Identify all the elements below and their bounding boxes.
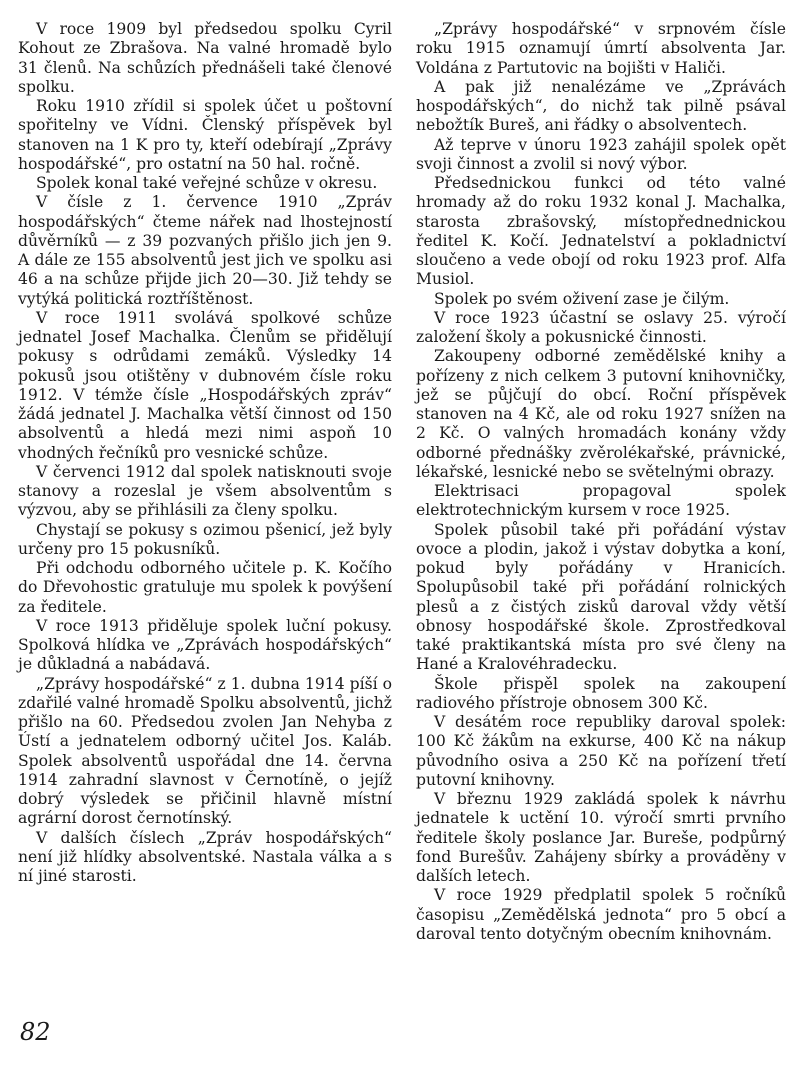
paragraph: „Zprávy hospodářské“ v srpnovém čísle roku 1915 oznamují úmrtí absolventa Jar. Voldána z Partutovic na bojišti v Haliči. xyxy=(416,20,786,77)
paragraph: V dalších číslech „Zpráv hospodářských“ není již hlídky absolventské. Nastala válka a s ní jiné starosti. xyxy=(18,828,392,885)
paragraph: Spolek působil také při pořádání výstav ovoce a plodin, jakož i výstav dobytka a koní, pokud byly pořádány v Hranicích. Spolupůsobil také při pořádání rolnických plesů a z čistých zisků daroval vždy větší obnosy hospodářské škole. Zprostředkoval také praktikantská místa pro své členy na Hané a Kralovéhradecku. xyxy=(416,520,786,674)
paragraph: V roce 1923 účastní se oslavy 25. výročí založení školy a pokusnické činnosti. xyxy=(416,308,786,346)
left-column xyxy=(18,20,392,886)
paragraph: Spolek po svém oživení zase je čilým. xyxy=(434,289,730,308)
paragraph: V roce 1911 svolává spolkové schůze jednatel Josef Machalka. Členům se přidělují pokusy s odrůdami zemáků. Výsledky 14 pokusů jsou otištěny v dubnovém čísle roku 1912. V témže čísle „Hospodářských zpráv“ žádá jednatel J. Machalka větší činnost od 150 absolventů a hledá mezi nimi aspoň 10 vhodných řečníků pro vesnické schůze. xyxy=(18,308,392,462)
paragraph: „Zprávy hospodářské“ z 1. dubna 1914 píší o zdařilé valné hromadě Spolku absolventů, jichž přišlo na 60. Předsedou zvolen Jan Nehyba z Ústí a jednatelem odborný učitel Jos. Kaláb. Spolek absolventů uspořádal dne 14. června 1914 zahradní slavnost v Černotíně, o jejíž dobrý výsledek se přičinil hlavně místní agrární dorost černotínský. xyxy=(18,674,392,828)
paragraph: V desátém roce republiky daroval spolek: 100 Kč žákům na exkurse, 400 Kč na nákup původního osiva a 250 Kč na pořízení třetí putovní knihovny. xyxy=(416,713,786,789)
right-column xyxy=(416,20,786,944)
paragraph: Zakoupeny odborné zemědělské knihy a pořízeny z nich celkem 3 putovní knihovničky, jež se půjčují do obcí. Roční příspěvek stanoven na 4 Kč, ale od roku 1927 snížen na 2 Kč. O valných hromadách konány vždy odborné přednášky zvěrolékařské, právnické, lékařské, lesnické nebo se světelnými obrazy. xyxy=(416,347,786,481)
paragraph: Roku 1910 zřídil si spolek účet u poštovní spořitelny ve Vídni. Členský příspěvek byl stanoven na 1 K pro ty, kteří odebírají „Zprávy hospodářské“, pro ostatní na 50 hal. ročně. xyxy=(18,97,392,173)
paragraph: V roce 1913 přiděluje spolek luční pokusy. Spolková hlídka ve „Zprávách hospodářských“ je důkladná a nabádavá. xyxy=(18,616,392,674)
paragraph: Až teprve v únoru 1923 zahájil spolek opět svoji činnost a zvolil si nový výbor. xyxy=(416,135,786,173)
paragraph: Spolek konal také veřejné schůze v okresu. xyxy=(36,174,378,192)
paragraph: Elektrisaci propagoval spolek elektrotechnickým kursem v roce 1925. xyxy=(416,482,786,520)
paragraph: Chystají se pokusy s ozimou pšenicí, jež byly určeny pro 15 pokusníků. xyxy=(18,520,392,558)
paragraph: V roce 1909 byl předsedou spolku Cyril Kohout ze Zbrašova. Na valné hromadě bylo 31 členů. Na schůzích přednášeli také členové spolku. xyxy=(18,20,392,96)
paragraph: V červenci 1912 dal spolek natisknouti svoje stanovy a rozeslal je všem absolventům s výzvou, aby se přihlásili za členy spolku. xyxy=(18,462,392,520)
paragraph: V roce 1929 předplatil spolek 5 ročníků časopisu „Zemědělská jednota“ pro 5 obcí a daroval tento dotyčným obecním knihovnám. xyxy=(416,886,786,943)
paragraph: V březnu 1929 zakládá spolek k návrhu jednatele k uctění 10. výročí smrti prvního ředitele školy poslance Jar. Bureše, podpůrný fond Burešův. Zahájeny sbírky a prováděny v dalších letech. xyxy=(416,790,786,885)
paragraph: V čísle z 1. července 1910 „Zpráv hospodářských“ čteme nářek nad lhostejností důvěrníků — z 39 pozvaných přišlo jich jen 9. A dále ze 155 absolventů jest jich ve spolku asi 46 a na schůze přijde jich 20—30. Již tehdy se vytýká politická roztříštěnost. xyxy=(18,193,392,308)
paragraph: Při odchodu odborného učitele p. K. Kočího do Dřevohostic gratuluje mu spolek k povýšení za ředitele. xyxy=(18,559,392,616)
paragraph: Škole přispěl spolek na zakoupení radiového přístroje obnosem 300 Kč. xyxy=(416,674,786,712)
page-number: 82 xyxy=(20,1018,51,1046)
paragraph: A pak již nenalézáme ve „Zprávách hospodářských“, do nichž tak pilně psával nebožtík Bureš, ani řádky o absolventech. xyxy=(416,77,786,135)
paragraph: Předsednickou funkci od této valné hromady až do roku 1932 konal J. Machalka, starosta zbrašovský, místopřednednickou ředitel K. Kočí. Jednatelství a pokladnictví sloučeno a vede obojí od roku 1923 prof. Alfa Musiol. xyxy=(416,174,786,289)
